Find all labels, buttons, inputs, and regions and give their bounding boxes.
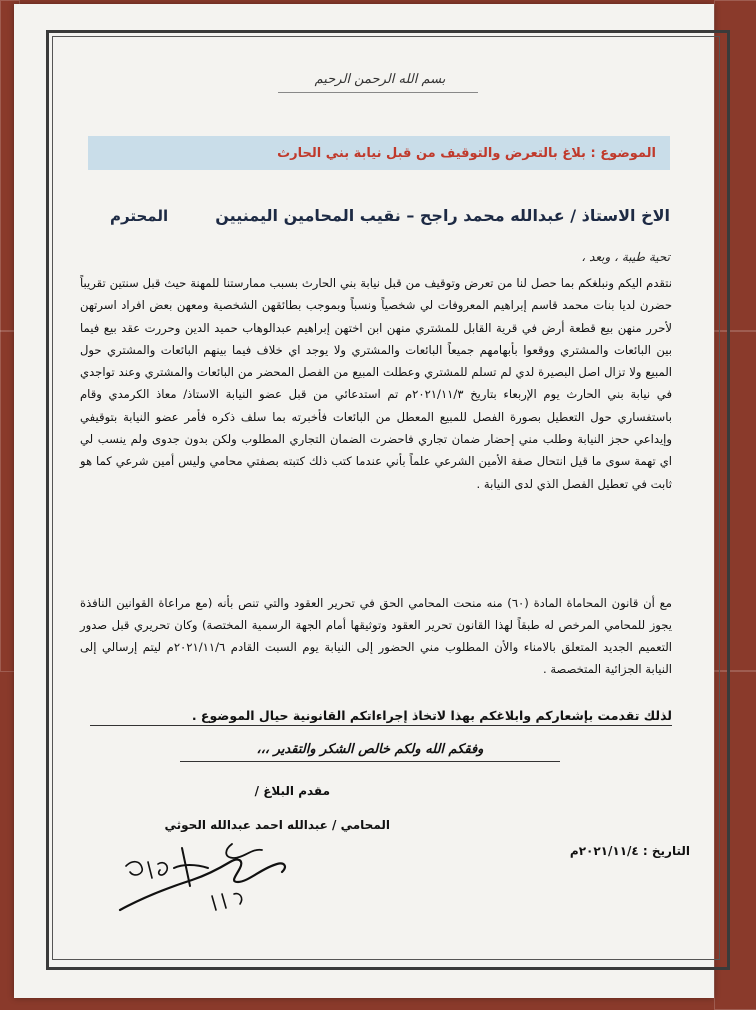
subject-text: الموضوع : بلاغ بالتعرض والتوقيف من قبل نيابة بني الحارث bbox=[277, 145, 656, 161]
basmala-underline bbox=[278, 92, 478, 93]
subject-bar bbox=[88, 136, 670, 170]
basmala: بسم الله الرحمن الرحيم bbox=[314, 72, 446, 87]
body-paragraph-2 bbox=[80, 580, 672, 692]
addressee-title: الاخ الاستاذ / عبدالله محمد راجح – نقيب المحامين اليمنيين bbox=[215, 206, 670, 225]
addressee-line bbox=[110, 206, 670, 225]
submitter-name: المحامي / عبدالله احمد عبدالله الحوثي bbox=[164, 818, 390, 832]
submitter-label: مقدم البلاغ / bbox=[254, 784, 330, 798]
paragraph-text: مع أن قانون المحاماة المادة (٦٠) منه منحت المحامي الحق في تحرير العقود والتي تنص بأنه (مع مراعاة القوانين النافذة يجوز للمحامي المرخص له طبقاً لهذا القانون تحرير العقود وتوثيقها أمام الجهة الرسمية المختصة) وكان تحريري قبل صدور التعميم الجديد المتعلق بالامناء والأن المطلوب مني الحضور إلى النيابة يوم السبت القادم ٢٠٢١/١١/٦م ليتم إرسالي إلى النيابة الجزائية المتخصصة . bbox=[80, 595, 672, 677]
conclusion-line: لذلك تقدمت بإشعاركم وابلاغكم بهذا لاتخاذ إجراءاتكم القانونية حيال الموضوع . bbox=[90, 708, 672, 726]
closing-line: وفقكم الله ولكم خالص الشكر والتقدير ،،، bbox=[180, 742, 560, 762]
body-paragraph-1 bbox=[80, 272, 672, 495]
paragraph-text: نتقدم اليكم ونبلغكم بما حصل لنا من تعرض وتوقيف من قبل نيابة بني الحارث بسبب ممارستنا للمهنة حيث قبل سنتين تقريباً حضرن لديا بنات محمد قاسم إبراهيم المعروفات لي شخصياً ونسباً وبموجب بطائقهن الشخصية ومعهن بعض افراد اسرتهن لأحرر منهن بيع قطعة أرض في قرية القابل للمشتري منهن ابن اختهن إبراهيم عبدالوهاب حميد الدين وحررت عقد بيع فيما بين البائعات والمشتري ووقعوا بأبهامهم جميعاً البائعات والمشتري ولا يوجد اي خلاف فيما بينهم البائعات والمشتري حول المبيع ولا تزال اصل البصيرة لدي لم تسلم للمشتري وعطلت المبيع من الفصل المحضر من البائعات والمشتري وعند تواجدي في نيابة بني الحارث يوم الإربعاء بتاريخ ٢٠٢١/١١/٣م تم استدعائي من قبل عضو النيابة الاستاذ/ معاذ الكرمدي وقام باستفساري حول التعطيل بصورة الفصل للمبيع المعطل من البائعات فأخبرته بما سلف ذكره فأمر عضو النيابة بتوقيفي وإيداعي حجز النيابة وطلب مني إحضار ضمان تجاري فاحضرت الضمان التجاري المطلوب ولكن بدون جدوى ولم ينسب لي اي تهمة سوى ما قيل انتحال صفة الأمين الشرعي علماً بأني عندما كتب ذلك كتبته بصفتي محامي وليس أمين شرعي كما هو ثابت في تعطيل الفصل الذي لدى النيابة . bbox=[80, 276, 672, 491]
handwritten-signature bbox=[112, 838, 302, 918]
greeting: تحية طيبة ، وبعد ، bbox=[581, 250, 670, 264]
addressee-honorific: المحترم bbox=[110, 206, 169, 225]
date-line: التاريخ : ٢٠٢١/١١/٤م bbox=[569, 844, 690, 858]
